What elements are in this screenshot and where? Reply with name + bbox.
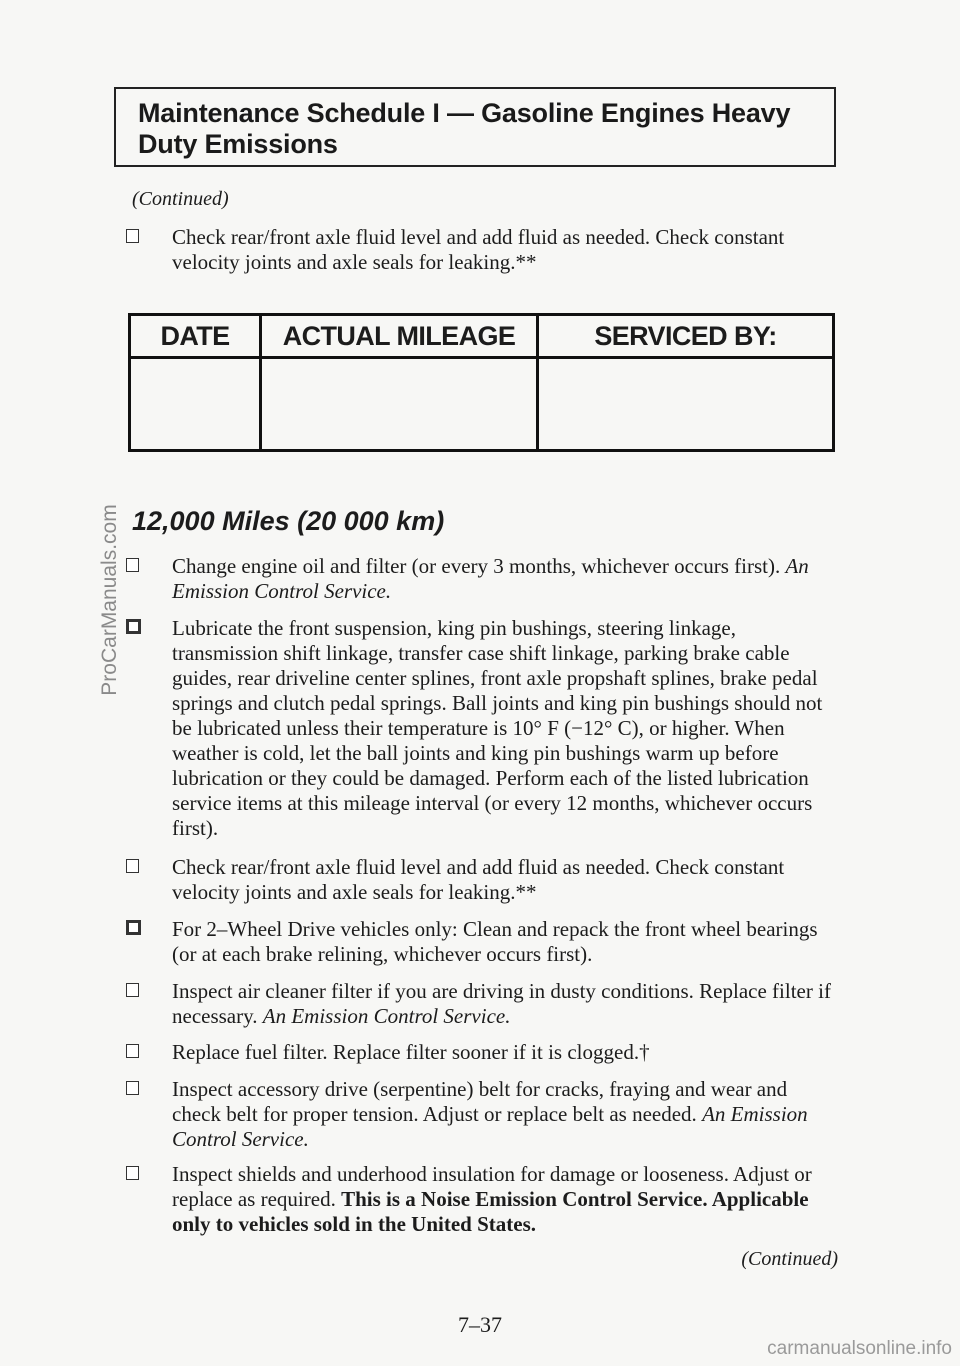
serviced-by-entry-cell[interactable] (538, 358, 834, 451)
continued-note-bottom: (Continued) (741, 1248, 838, 1270)
checkbox-icon[interactable] (126, 983, 139, 997)
section-title-box (114, 87, 836, 167)
checklist-item-drive-belt: Inspect accessory drive (serpentine) belt for cracks, fraying and wear and check belt for proper tension. Adjust or replace belt as needed. An Emission Control Service. (126, 1077, 838, 1152)
date-entry-cell[interactable] (130, 358, 261, 451)
checkbox-icon[interactable] (126, 859, 139, 873)
watermark-side: ProCarManuals.com (98, 504, 121, 696)
mileage-section-heading: 12,000 Miles (20 000 km) (132, 506, 445, 536)
checkbox-icon[interactable] (126, 1166, 139, 1180)
checkbox-icon[interactable] (126, 920, 141, 935)
continued-note-top: (Continued) (132, 188, 229, 210)
checklist-item-axle-fluid-prev: Check rear/front axle fluid level and add fluid as needed. Check constant velocity joints and axle seals for leaking.** (126, 225, 838, 275)
checklist-item-fuel-filter: Replace fuel filter. Replace filter sooner if it is clogged.† (126, 1040, 838, 1065)
watermark-footer: carmanualsonline.info (767, 1338, 952, 1359)
checklist-item-air-cleaner: Inspect air cleaner filter if you are driving in dusty conditions. Replace filter if necessary. An Emission Control Service. (126, 979, 838, 1029)
checklist-item-oil-change: Change engine oil and filter (or every 3 months, whichever occurs first). An Emission Control Service. (126, 554, 838, 604)
checkbox-icon[interactable] (126, 229, 139, 243)
checklist-item-shields-insulation: Inspect shields and underhood insulation for damage or looseness. Adjust or replace as required. This is a Noise Emission Control Service. Applicable only to vehicles sold in the United States. (126, 1162, 838, 1237)
checkbox-icon[interactable] (126, 1081, 139, 1095)
service-log-table (128, 313, 835, 452)
checklist-item-wheel-bearings: For 2–Wheel Drive vehicles only: Clean and repack the front wheel bearings (or at each brake relining, whichever occurs first). (126, 917, 838, 967)
service-log-header-row (130, 315, 834, 358)
checklist-item-lubrication: Lubricate the front suspension, king pin bushings, steering linkage, transmission shift linkage, transfer case shift linkage, parking brake cable guides, rear driveline center splines, front axle propshaft splines, brake pedal springs and clutch pedal springs. Ball joints and king pin bushings should not be lubricated unless their temperature is 10° F (−12° C), or higher. When weather is cold, let the ball joints and king pin bushings warm up before lubrication or they could be damaged. Perform each of the listed lubrication service items at this mileage interval (or every 12 months, whichever occurs first). (126, 616, 838, 841)
column-header-serviced-by: SERVICED BY: (538, 315, 834, 358)
column-header-date: DATE (130, 315, 261, 358)
mileage-entry-cell[interactable] (261, 358, 538, 451)
service-log-entry-row (130, 358, 834, 451)
page-title-line-1: Maintenance Schedule I — Gasoline Engines Heavy (138, 98, 791, 128)
checklist-item-axle-fluid: Check rear/front axle fluid level and add fluid as needed. Check constant velocity joints and axle seals for leaking.** (126, 855, 838, 905)
checkbox-icon[interactable] (126, 1044, 139, 1058)
page-number: 7–37 (458, 1312, 502, 1337)
page-title-line-2: Duty Emissions (138, 129, 338, 159)
column-header-actual-mileage: ACTUAL MILEAGE (261, 315, 538, 358)
